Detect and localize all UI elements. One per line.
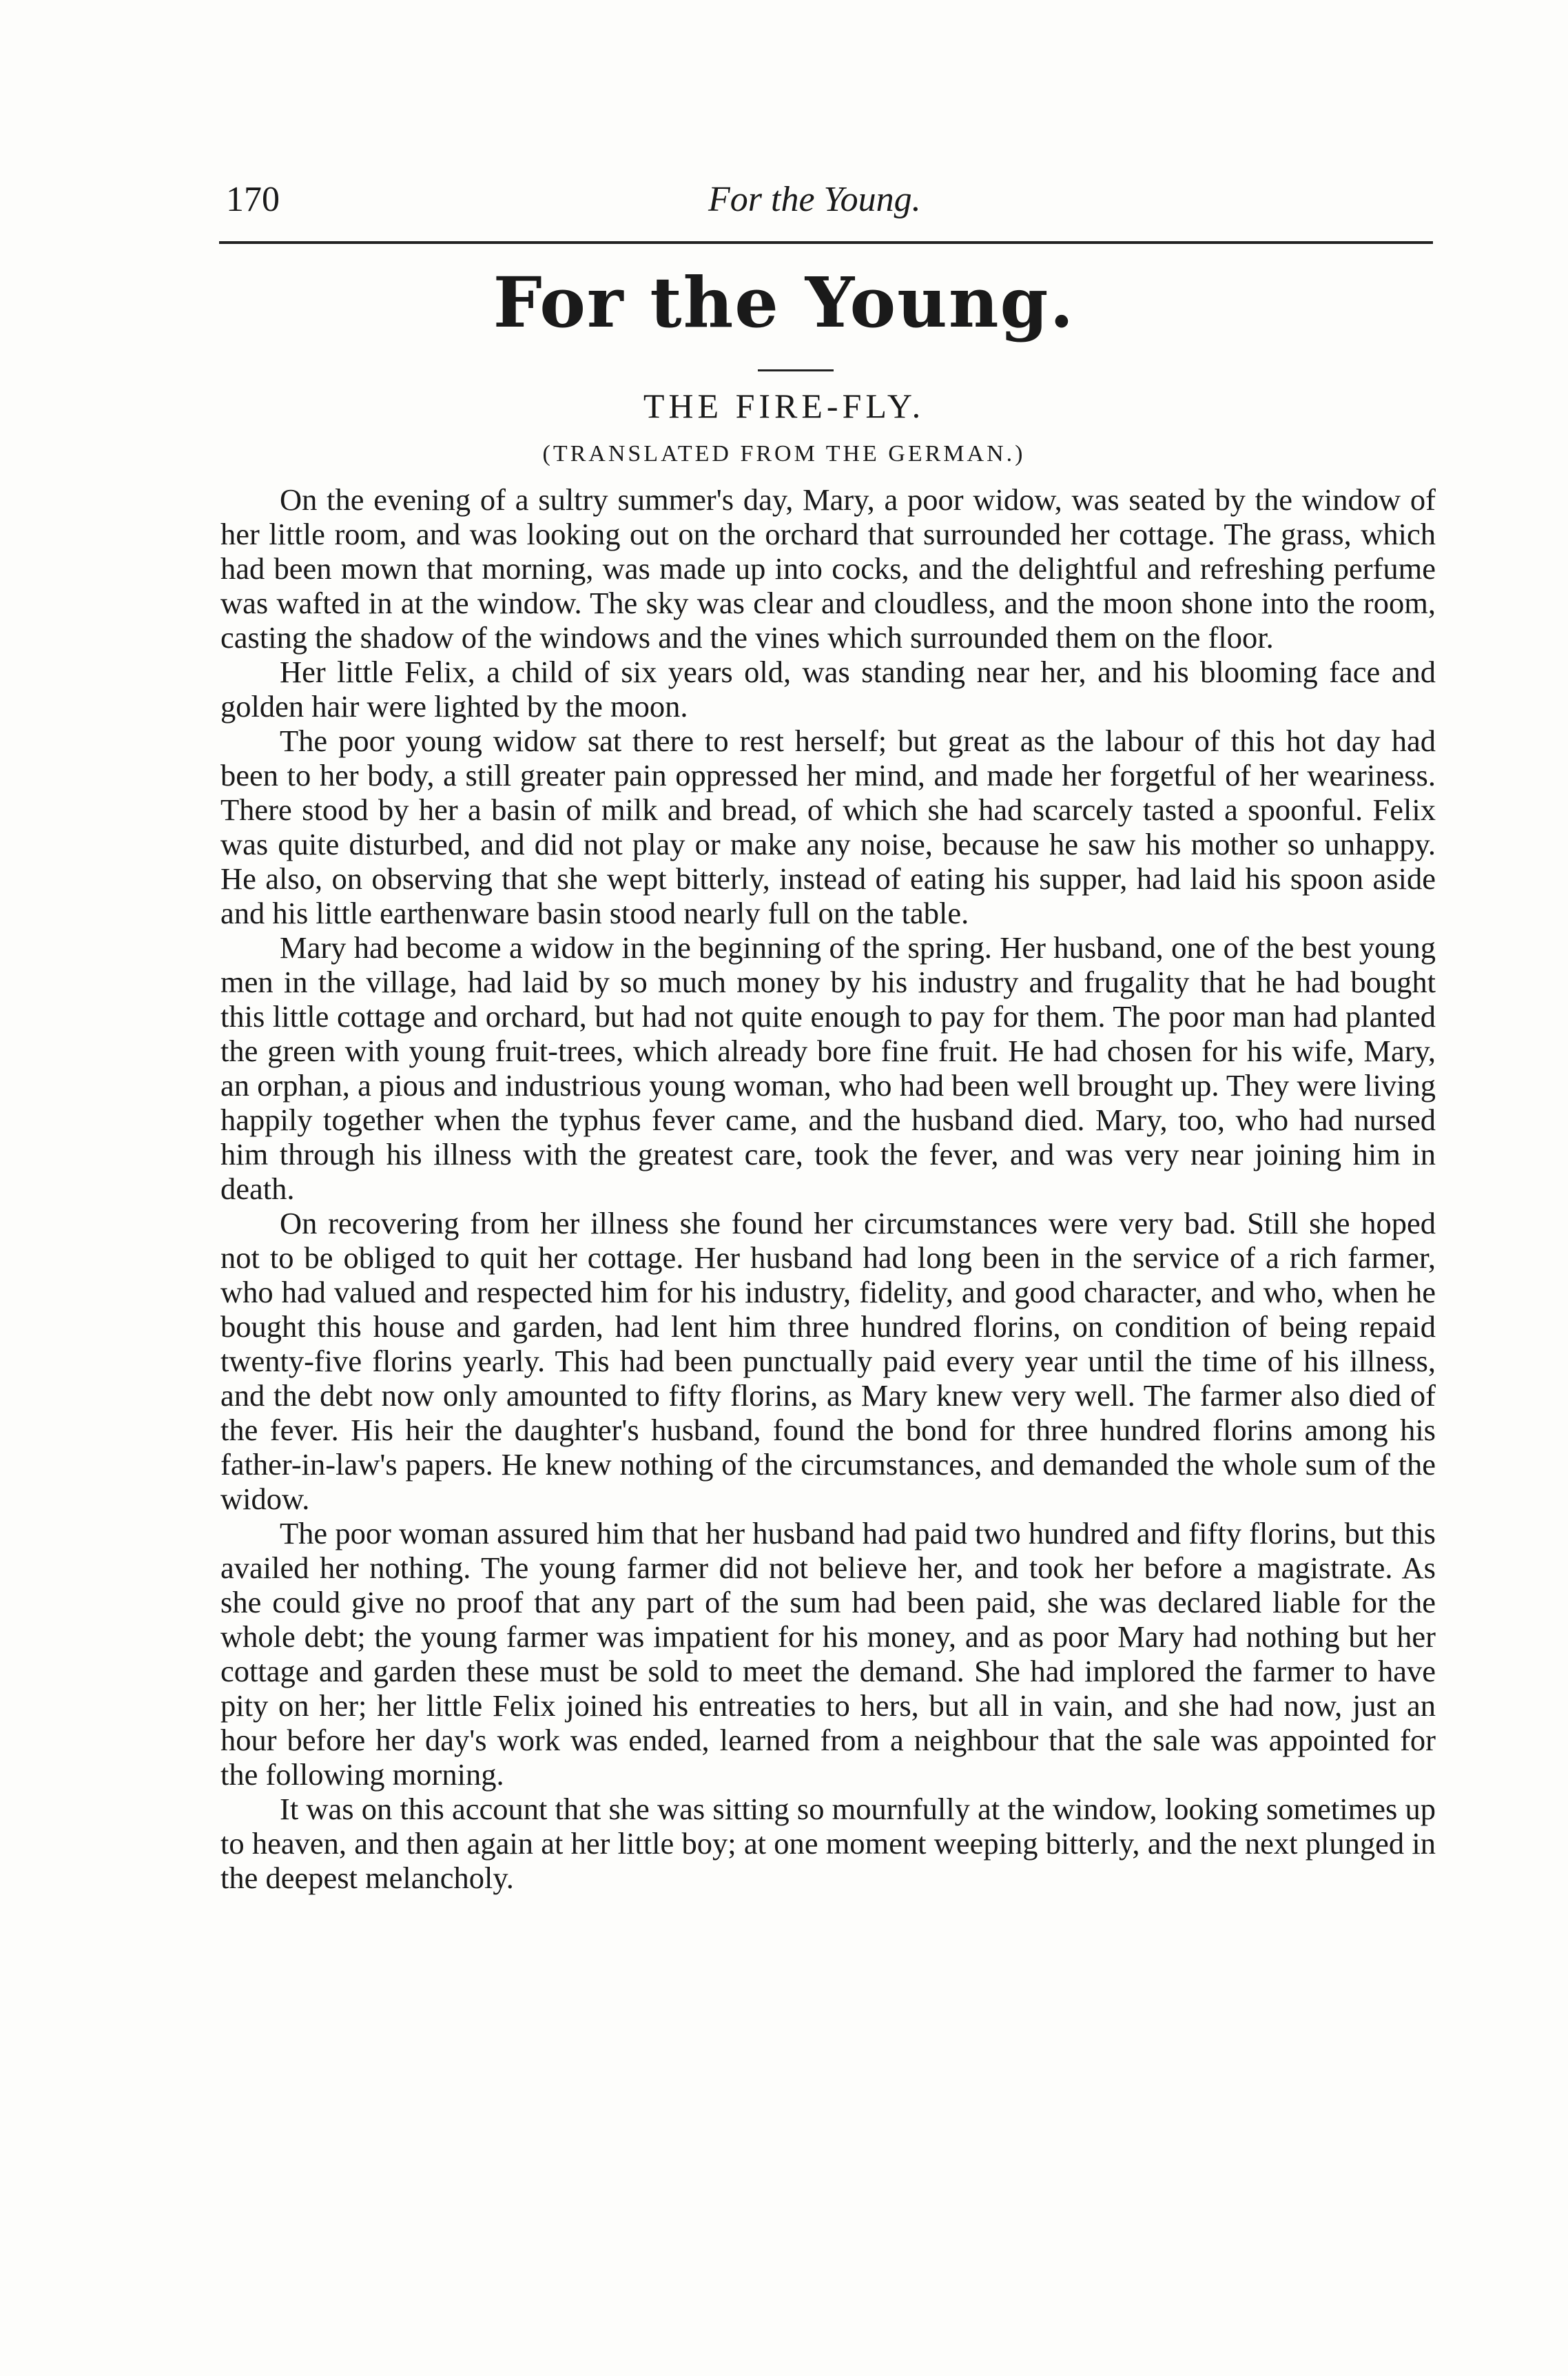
paragraph: Mary had become a widow in the beginning of the spring. Her husband, one of the best young men in the village, had laid by so much money by his industry and frugality that he had bought this little cottage and orchard, but had not quite enough to pay for them. The poor man had planted the green with young fruit-trees, which already bore fine fruit. He had chosen for his wife, Mary, an orphan, a pious and industrious young woman, who had been well brought up. They were living happily together when the typhus fever came, and the husband died. Mary, too, who had nursed him through his illness with the greatest care, took the fever, and was very near joining him in death. [220,930,1436,1206]
paragraph: Her little Felix, a child of six years old, was standing near her, and his blooming face and golden hair were lighted by the moon. [220,655,1436,724]
paragraph: On recovering from her illness she found her circumstances were very bad. Still she hoped not to be obliged to quit her cottage. Her husband had long been in the service of a rich farmer, who had valued and respected him for his industry, fidelity, and good character, and who, when he bought this house and garden, had lent him three hundred florins, on condition of being repaid twenty-five florins yearly. This had been punctually paid every year until the time of his illness, and the debt now only amounted to fifty florins, as Mary knew very well. The farmer also died of the fever. His heir the daughter's husband, found the bond for three hundred florins among his father-in-law's papers. He knew nothing of the circumstances, and demanded the whole sum of the widow. [220,1206,1436,1516]
paragraph: The poor woman assured him that her husband had paid two hundred and fifty florins, but this availed her nothing. The young farmer did not believe her, and took her before a magistrate. As she could give no proof that any part of the sum had been paid, she was declared liable for the whole debt; the young farmer was impatient for his money, and as poor Mary had nothing but her cottage and garden these must be sold to meet the demand. She had implored the farmer to have pity on her; her little Felix joined his entreaties to hers, but all in vain, and she had now, just an hour before her day's work was ended, learned from a neighbour that the sale was appointed for the following morning. [220,1516,1436,1792]
running-header [226,172,1433,227]
section-title: For the Young. [493,262,1075,343]
running-title: For the Young. [708,180,921,219]
header-divider [219,241,1433,244]
story-subtitle: (TRANSLATED FROM THE GERMAN.) [542,441,1026,467]
paragraph: The poor young widow sat there to rest herself; but great as the labour of this hot day had been to her body, a still greater pain oppressed her mind, and made her forgetful of her weariness. There stood by her a basin of milk and bread, of which she had scarcely tasted a spoonful. Felix was quite disturbed, and did not play or make any noise, because he saw his mother so unhappy. He also, on observing that she wept bitterly, instead of eating his supper, had laid his spoon aside and his little earthenware basin stood nearly full on the table. [220,724,1436,930]
page-number: 170 [226,180,280,219]
paragraph: It was on this account that she was sitting so mournfully at the window, looking sometimes up to heaven, and then again at her little boy; at one moment weeping bitterly, and the next plunged in the deepest melancholy. [220,1792,1436,1895]
paragraph: On the evening of a sultry summer's day, Mary, a poor widow, was seated by the window of her little room, and was looking out on the orchard that surrounded her cottage. The grass, which had been mown that morning, was made up into cocks, and the delightful and refreshing perfume was wafted in at the window. The sky was clear and cloudless, and the moon shone into the room, casting the shadow of the windows and the vines which surrounded them on the floor. [220,482,1436,655]
story-body [220,482,1436,1895]
story-title: THE FIRE-FLY. [643,387,925,425]
title-divider [758,369,834,371]
